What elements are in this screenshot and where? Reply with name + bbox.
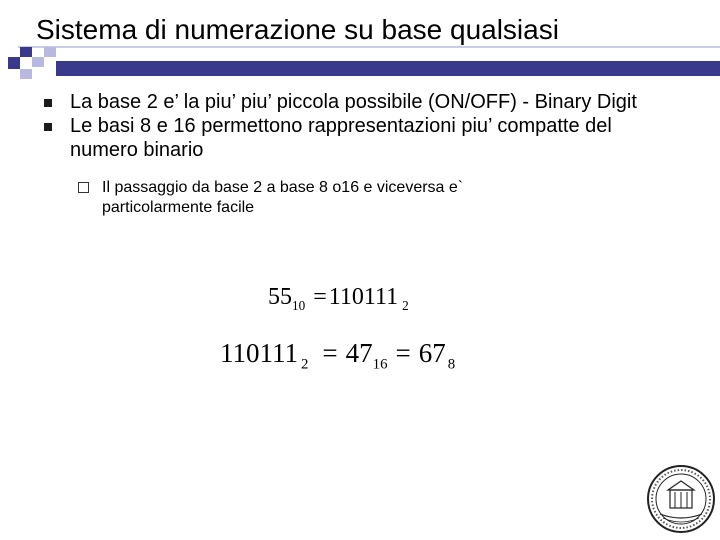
square-bullet-icon <box>44 99 52 107</box>
university-seal-icon <box>646 462 716 536</box>
bullet-item <box>40 114 680 162</box>
sub-bullet-item <box>40 178 572 218</box>
equation-decimal-to-binary: $55_{10} =110111$ $_2$ <box>268 284 409 313</box>
sub-bullet-text: Il passaggio da base 2 a base 8 o16 e viceversa e` particolarmente facile <box>102 179 464 216</box>
hollow-square-bullet-icon <box>78 182 89 193</box>
bullet-item <box>40 90 680 114</box>
bullet-list <box>40 90 680 218</box>
bullet-text: Le basi 8 e 16 permettono rappresentazioni piu’ compatte del numero binario <box>70 115 612 161</box>
bullet-text: La base 2 e’ la piu’ piu’ piccola possibile (ON/OFF) - Binary Digit <box>70 91 637 113</box>
square-bullet-icon <box>44 123 52 131</box>
slide-title: Sistema di numerazione su base qualsiasi <box>36 14 559 45</box>
equation-binary-conversions: 110111 $_2 = 47_{16} = 67$ $_8$ <box>220 338 456 373</box>
